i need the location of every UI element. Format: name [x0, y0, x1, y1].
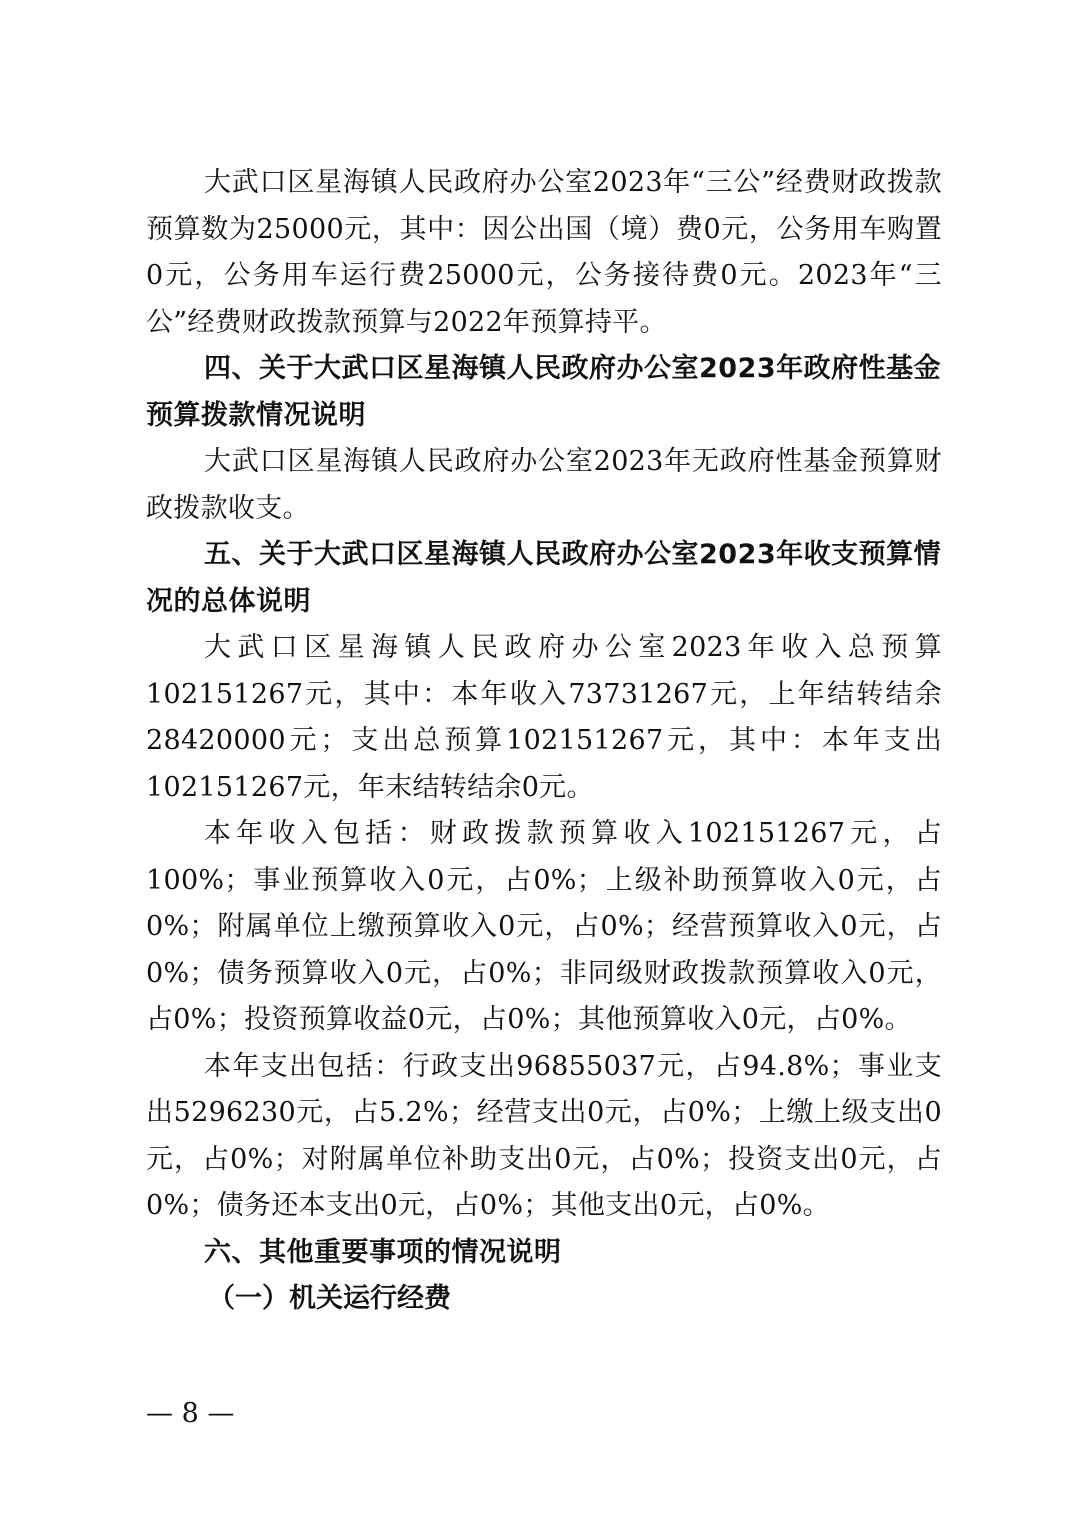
- total-budget-paragraph: 大武口区星海镇人民政府办公室2023年收入总预算102151267元，其中：本年收入73731267元，上年结转结余28420000元；支出总预算102151267元，其中：本年支出102151267元，年末结转结余0元。: [146, 632, 942, 803]
- section-heading-4: 四、关于大武口区星海镇人民政府办公室2023年政府性基金预算拨款情况说明: [146, 353, 942, 431]
- document-body: [146, 160, 942, 1323]
- three-public-expenses-paragraph: 大武口区星海镇人民政府办公室2023年“三公”经费财政拨款预算数为25000元，其中：因公出国（境）费0元，公务用车购置0元，公务用车运行费25000元，公务接待费0元。2023年“三公”经费财政拨款预算与2022年预算持平。: [146, 167, 942, 338]
- section-heading-5: 五、关于大武口区星海镇人民政府办公室2023年收支预算情况的总体说明: [146, 539, 942, 617]
- government-fund-paragraph: 大武口区星海镇人民政府办公室2023年无政府性基金预算财政拨款收支。: [146, 446, 942, 524]
- expenditure-breakdown-paragraph: 本年支出包括：行政支出96855037元，占94.8%；事业支出5296230元，占5.2%；经营支出0元，占0%；上缴上级支出0元，占0%；对附属单位补助支出0元，占0%；投资支出0元，占0%；债务还本支出0元，占0%；其他支出0元，占0%。: [146, 1050, 942, 1221]
- page-number: — 8 —: [146, 1398, 235, 1429]
- subsection-heading-1: （一）机关运行经费: [208, 1283, 451, 1314]
- income-breakdown-paragraph: 本年收入包括：财政拨款预算收入102151267元，占100%；事业预算收入0元，占0%；上级补助预算收入0元，占0%；附属单位上缴预算收入0元，占0%；经营预算收入0元，占0%；债务预算收入0元，占0%；非同级财政拨款预算收入0元，占0%；投资预算收益0元，占0%；其他预算收入0元，占0%。: [146, 818, 942, 1035]
- section-heading-6: 六、其他重要事项的情况说明: [204, 1236, 562, 1268]
